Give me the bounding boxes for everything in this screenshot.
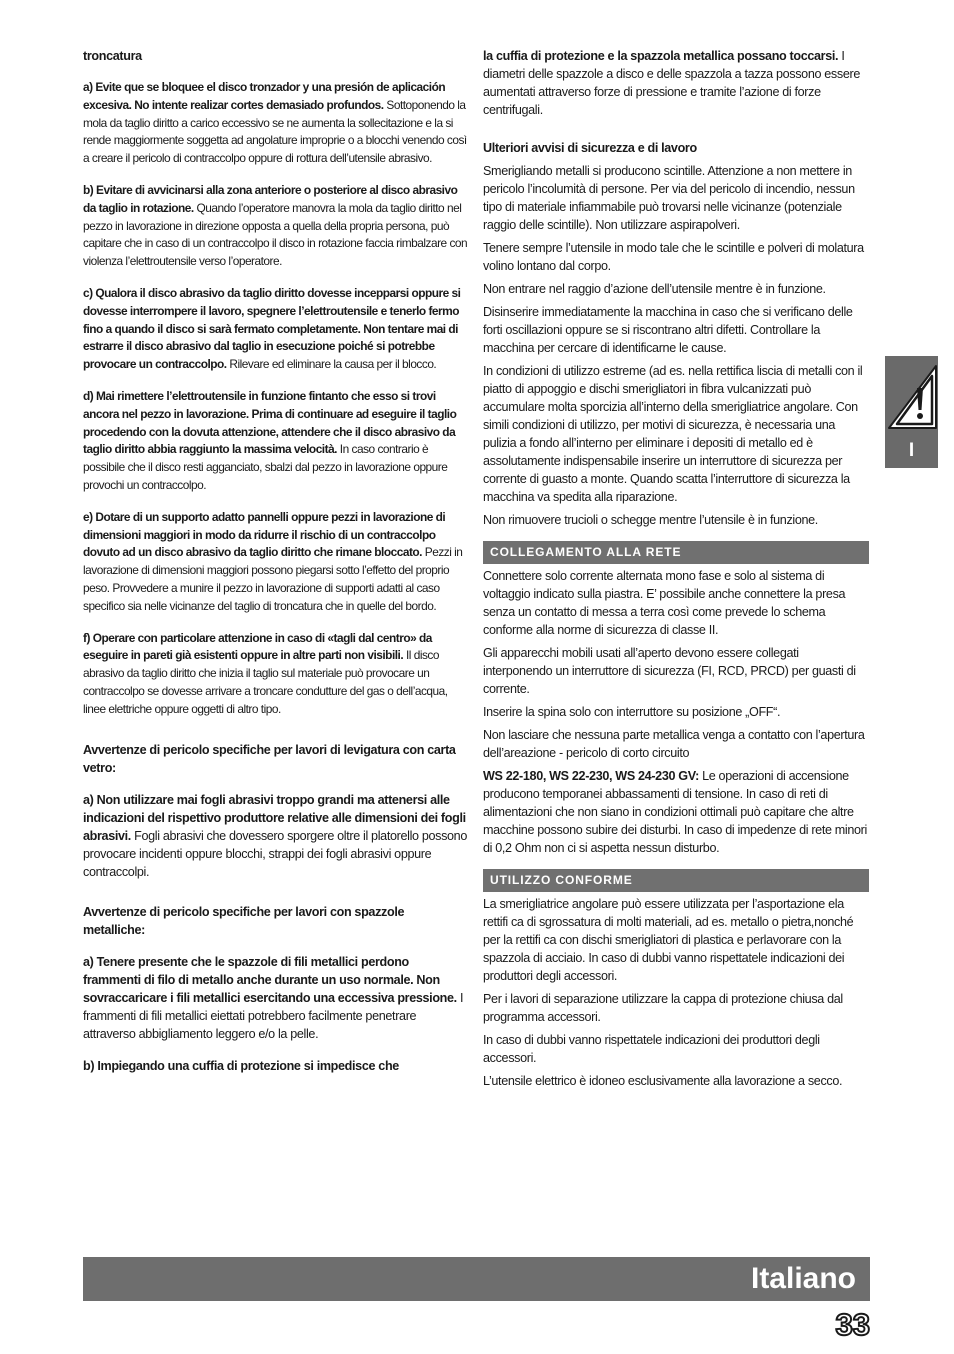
- paragraph-c-inceppare: c) Qualora il disco abrasivo da taglio diritto dovesse incepparsi oppure si dovesse interrompere il lavoro, spegnere l’elettroutensile e tenerlo fermo fino a quando il disco si sarà fermato completamente. Non tentare mai di estrarre il disco abrasivo dal taglio in esecuzione poiché si potrebbe provocare un contraccolpo. Rilevare ed eliminare la causa per il blocco.: [83, 285, 461, 372]
- footer-language-title: Italiano: [750, 1262, 856, 1295]
- paragraph-oscillazioni: Disinserire immediatamente la macchina in caso che si verificano delle forti oscillazioni oppure se si riscontrano altri difetti. Controllare la macchina per cercare di identificarne le cause.: [483, 305, 853, 355]
- paragraph-tenere-utensile: Tenere sempre l’utensile in modo tale che le scintille e polveri di molatura volino lontano dal corpo.: [483, 241, 864, 273]
- paragraph-f-tagli: f) Operare con particolare attenzione in caso di «tagli dal centro» da eseguire in pareti già esistenti oppure in altre parti non visibili. Il disco abrasivo da taglio diritto che inizia il taglio sul materiale può provocare un contraccolpo se dovesse arrivare a troncare condutture del gas o dell’acqua, linee elettriche oppure oggetti di altro tipo.: [83, 630, 448, 716]
- paragraph-separazione: Per i lavori di separazione utilizzare la cappa di protezione chiusa dal programma accessori.: [483, 992, 843, 1024]
- paragraph-trucioli: Non rimuovere trucioli o schegge mentre l’utensile è in funzione.: [483, 513, 818, 527]
- paragraph-modelli-accensione: WS 22-180, WS 22-230, WS 24-230 GV: Le operazioni di accensione producono temporanei abbassamenti di tensione. In caso di reti di alimentazioni che non siano in condizioni ottimali può capitare che altre macchine possono subire dei disturbi. In caso di impedenze di rete minori di 0,2 Ohm non ci si aspetta nessun disturbo.: [483, 769, 867, 855]
- paragraph-e-supporto: e) Dotare di un supporto adatto pannelli oppure pezzi in lavorazione di dimensioni maggiori in modo da ridurre il rischio di un contraccolpo dovuto ad un disco abrasivo da taglio diritto che rimane bloccato. Pezzi in lavorazione di dimensioni maggiori possono piegarsi sotto l’effetto del proprio peso. Provvedere a munire il pezzo in lavorazione di supporti adatti al caso specifico sia nelle vicinanze del taglio di troncatura che in quelle del bordo.: [83, 509, 463, 613]
- paragraph-dubbi: In caso di dubbi vanno rispettatele indicazioni dei produttori degli accessori.: [483, 1033, 820, 1065]
- paragraph-troncatura: troncatura: [83, 49, 142, 63]
- paragraph-fogli-abrasivi: a) Non utilizzare mai fogli abrasivi troppo grandi ma attenersi alle indicazioni del rispettivo produttore relative alle dimensioni dei fogli abrasivi. Fogli abrasivi che dovessero sporgere oltre il platorello possono provocare incidenti oppure blocchi, strappi dei fogli abrasivi oppure contraccolpi.: [83, 792, 467, 879]
- paragraph-secco: L’utensile elettrico è idoneo esclusivamente alla lavorazione a secco.: [483, 1074, 843, 1088]
- paragraph-scintille: Smerigliando metalli si producono scintille. Attenzione a non mettere in pericolo l’incolumità di persone. Per via del pericolo di incendio, nessun tipo di materiale infiammabile può trovarsi nelle vicinanze (potenziale raggio delle scintille). Non utilizzare aspirapolveri.: [483, 164, 855, 232]
- paragraph-parte-metallica: Non lasciare che nessuna parte metallica venga a contatto con l’apertura dell’areazione - pericolo di corto circuito: [483, 728, 865, 760]
- paragraph-raggio-azione: Non entrare nel raggio d’azione dell’utensile mentre è in funzione.: [483, 282, 826, 296]
- paragraph-spina-off: Inserire la spina solo con interruttore su posizione „OFF“.: [483, 705, 781, 719]
- heading-ulteriori-avvisi: Ulteriori avvisi di sicurezza e di lavoro: [483, 141, 697, 155]
- heading-levigatura: Avvertenze di pericolo specifiche per lavori di levigatura con carta vetro:: [83, 742, 456, 775]
- paragraph-a-tronzador: a) Evite que se bloquee el disco tronzador y una presión de aplicación excesiva. No intente realizar cortes demasiado profundos. Sottoponendo la mola da taglio diritto a carico eccessivo se ne aumenta la sollecitazione e la si rende maggiormente soggetta ad angolature improprie o a blocchi venendo così a creare il pericolo di contraccolpo oppure di rottura dell’utensile abrasivo.: [83, 80, 467, 166]
- section-header-collegamento-rete: COLLEGAMENTO ALLA RETE: [483, 541, 869, 564]
- footer-language-bar: [83, 1257, 870, 1301]
- paragraph-fili-metallici: a) Tenere presente che le spazzole di fili metallici perdono frammenti di filo di metallo anche durante un uso normale. Non sovraccaricare i fili metallici esercitando una eccessiva pressione. I frammenti di fili metallici eiettati potrebbero facilmente penetrare attraverso abbigliamento leggero e/o la pelle.: [83, 954, 464, 1041]
- left-column: [83, 47, 469, 1080]
- heading-spazzole: Avvertenze di pericolo specifiche per lavori con spazzole metalliche:: [83, 904, 405, 937]
- paragraph-smerigliatrice: La smerigliatrice angolare può essere utilizzata per l’asportazione ela rettifi ca di sgrossatura di molti materiali, ad es. metallo o pietra,nonché per la rettifi ca con dischi smerigliatori di plastica e perlavorare con la spazzola di acciaio. In caso di dubbi vanno rispettatele indicazioni dei produttori degli accessori.: [483, 897, 854, 983]
- paragraph-condizioni-estreme: In condizioni di utilizzo estreme (ad es. nella rettifica liscia di metalli con il piatto di appoggio e dischi smerigliatori in fibra vulcanizzati può accumulare molta sporcizia all’interno della smerigliatrice angolare. Con simili condizioni di utilizzo, per motivi di sicurezza, è necessaria una pulizia a fondo all’interno per eliminare i depositi di metallo ed è assolutamente indispensabile inserire un interruttore di sicurezza per corrente di guasto a monte. Quando scatta l’interruttore di sicurezza la macchina va spedita alla riparazione.: [483, 364, 863, 504]
- language-letter: I: [908, 440, 915, 461]
- paragraph-cuffia-start: b) Impiegando una cuffia di protezione si impedisce che: [83, 1058, 399, 1073]
- section-header-utilizzo-conforme: UTILIZZO CONFORME: [483, 869, 869, 892]
- page-number: 33: [835, 1307, 870, 1342]
- paragraph-cuffia-end: la cuffia di protezione e la spazzola metallica possano toccarsi. I diametri delle spazzole a disco e delle spazzola a tazza possono essere aumentati attraverso forze di pressione e tramite l’azione di forze centrifugali.: [483, 49, 860, 117]
- right-column: [483, 47, 869, 1095]
- paragraph-b-zona: b) Evitare di avvicinarsi alla zona anteriore o posteriore al disco abrasivo da taglio in rotazione. Quando l’operatore manovra la mola da taglio diritto nel pezzo in lavorazione in direzione opposta a quella della propria persona, può capitare che in caso di un contraccolpo il disco in rotazione faccia rimbalzare con violenza l’elettroutensile verso l’operatore.: [83, 182, 468, 269]
- paragraph-apparecchi-mobili: Gli apparecchi mobili usati all’aperto devono essere collegati interponendo un interruttore di sicurezza (FI, RCD, PRCD) per guasti di corrente.: [483, 646, 856, 696]
- warning-triangle-icon: [886, 364, 938, 434]
- paragraph-d-rimettere: d) Mai rimettere l’elettroutensile in funzione fintanto che esso si trovi ancora nel pezzo in lavorazione. Prima di continuare ad eseguire il taglio procedendo con la dovuta attenzione, attendere che il disco abrasivo da taglio diritto abbia raggiunto la massima velocità. In caso contrario è possibile che il disco resti agganciato, sbalzi dal pezzo in lavorazione oppure provochi un contraccolpo.: [83, 388, 457, 492]
- language-side-tab: [885, 356, 938, 468]
- paragraph-corrente-alternata: Connettere solo corrente alternata mono fase e solo al sistema di voltaggio indicato sulla piastra. E’ possibile anche connettere la presa senza un contatto di messa a terra così come prevede lo schema conforme alla norme di sicurezza di classe II.: [483, 569, 846, 637]
